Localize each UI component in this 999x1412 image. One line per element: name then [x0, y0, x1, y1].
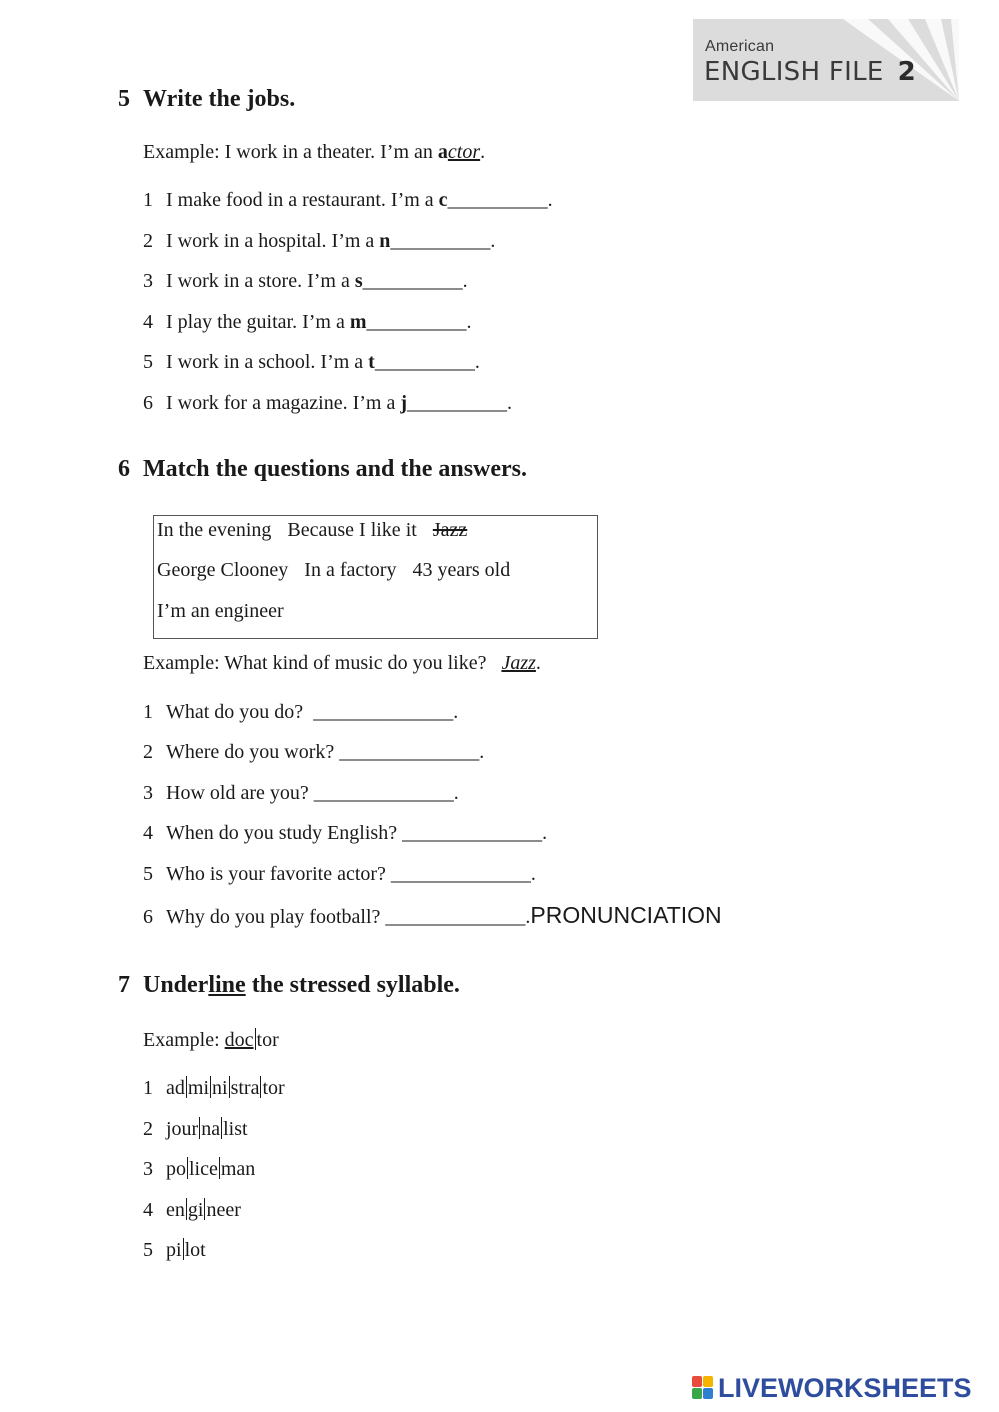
- syllable: na: [201, 1118, 221, 1140]
- syllable-item: [143, 1076, 285, 1100]
- example-text: Example:: [143, 1029, 225, 1051]
- syllable-divider: [186, 1198, 187, 1220]
- item-end: .: [547, 189, 553, 211]
- syllable: lot: [184, 1239, 206, 1261]
- logo-line-american: American: [705, 38, 775, 55]
- syllable: po: [166, 1158, 186, 1180]
- item-text: I work in a hospital. I’m a: [166, 230, 380, 252]
- syllable: mi: [187, 1077, 210, 1099]
- american-english-file-logo: [693, 19, 959, 101]
- question-text: What do you do? ______________.: [166, 701, 459, 723]
- answer-blank: __________: [374, 351, 475, 373]
- example-stressed-syllable: doc: [224, 1029, 254, 1051]
- liveworksheets-wordmark: LIVEWORKSHEETS: [718, 1373, 972, 1403]
- section-7-number: 7: [118, 972, 130, 998]
- question-text: Why do you play football? ______________.: [166, 906, 531, 928]
- question-item: [143, 902, 722, 929]
- word-box-row-3: [157, 600, 284, 623]
- example-letter: a: [437, 141, 448, 163]
- job-item: [143, 351, 480, 374]
- syllable-divider: [186, 1076, 187, 1098]
- word-box-option: Because I like it: [287, 519, 417, 541]
- syllable: gi: [187, 1199, 204, 1221]
- syllable: ad: [166, 1077, 185, 1099]
- syllable: list: [223, 1118, 248, 1140]
- answer-blank: __________: [366, 311, 467, 333]
- item-number: 1: [143, 1077, 153, 1099]
- section-7-heading: [118, 972, 460, 999]
- word-box-option: 43 years old: [412, 559, 511, 581]
- item-end: .: [507, 392, 513, 414]
- example-end: .: [480, 141, 486, 163]
- syllable-divider: [187, 1157, 188, 1179]
- example-end: .: [535, 652, 541, 674]
- section-6-number: 6: [118, 456, 130, 482]
- word-box-option: In a factory: [304, 559, 397, 581]
- question-item: [143, 863, 536, 886]
- question-text: Who is your favorite actor? ______________.: [166, 863, 536, 885]
- syllable: neer: [206, 1199, 241, 1221]
- syllable: ni: [212, 1077, 228, 1099]
- example-answer: Jazz: [501, 652, 536, 674]
- item-first-letter: c: [438, 189, 448, 211]
- job-item: [143, 311, 472, 334]
- syllable-item: [143, 1117, 248, 1141]
- question-text: How old are you? ______________.: [166, 782, 459, 804]
- syllable-divider: [255, 1028, 256, 1050]
- word-box-option: I’m an engineer: [157, 600, 284, 622]
- syllable: stra: [230, 1077, 260, 1099]
- section-6-title: Match the questions and the answers.: [143, 456, 528, 482]
- syllable: en: [166, 1199, 185, 1221]
- item-number: 5: [143, 863, 153, 885]
- item-number: 4: [143, 822, 153, 844]
- job-item: [143, 230, 495, 253]
- question-item: [143, 782, 459, 805]
- syllable-item: [143, 1198, 241, 1222]
- item-first-letter: t: [368, 351, 375, 373]
- question-text: When do you study English? ______________.: [166, 822, 548, 844]
- word-box-row-1: [157, 519, 467, 542]
- syllable: pi: [166, 1239, 182, 1261]
- item-first-letter: m: [349, 311, 367, 333]
- item-end: .: [490, 230, 496, 252]
- item-first-letter: n: [379, 230, 391, 252]
- section-5-example: [143, 141, 485, 164]
- pronunciation-heading: PRONUNCIATION: [530, 902, 722, 928]
- item-text: I work in a store. I’m a: [166, 270, 355, 292]
- item-number: 3: [143, 1158, 153, 1180]
- section-5-heading: [118, 86, 295, 113]
- item-number: 1: [143, 189, 153, 211]
- question-item: [143, 741, 484, 764]
- item-text: I work in a school. I’m a: [166, 351, 369, 373]
- syllable: jour: [166, 1118, 199, 1140]
- section-7-example: [143, 1028, 279, 1052]
- question-item: [143, 822, 547, 845]
- answer-blank: __________: [362, 270, 463, 292]
- item-end: .: [466, 311, 472, 333]
- section-6-example: [143, 652, 541, 675]
- item-text: I work for a magazine. I’m a: [166, 392, 401, 414]
- section-5-title: Write the jobs.: [143, 86, 296, 112]
- item-number: 4: [143, 1199, 153, 1221]
- item-number: 2: [143, 230, 153, 252]
- section-7-title-underlined: line: [208, 972, 246, 998]
- item-number: 5: [143, 351, 153, 373]
- item-number: 6: [143, 906, 153, 928]
- job-item: [143, 392, 512, 415]
- example-text: Example: What kind of music do you like?: [143, 652, 502, 674]
- section-5-number: 5: [118, 86, 130, 112]
- item-number: 3: [143, 782, 153, 804]
- example-answer: ctor: [447, 141, 481, 163]
- item-end: .: [474, 351, 480, 373]
- syllable-item: [143, 1157, 255, 1181]
- item-number: 3: [143, 270, 153, 292]
- syllable-divider: [229, 1076, 230, 1098]
- example-syllable: tor: [256, 1029, 279, 1051]
- item-number: 2: [143, 1118, 153, 1140]
- example-text: Example: I work in a theater. I’m an: [143, 141, 438, 163]
- answer-blank: __________: [407, 392, 508, 414]
- logo-level: 2: [897, 57, 917, 87]
- logo-title: ENGLISH FILE: [704, 57, 884, 87]
- item-text: I play the guitar. I’m a: [166, 311, 350, 333]
- logo-line-english-file: [704, 57, 916, 87]
- item-number: 1: [143, 701, 153, 723]
- item-number: 6: [143, 392, 153, 414]
- syllable: tor: [262, 1077, 285, 1099]
- job-item: [143, 189, 553, 212]
- word-box: [153, 515, 598, 639]
- question-text: Where do you work? ______________.: [166, 741, 485, 763]
- syllable-divider: [221, 1117, 222, 1139]
- syllable: man: [220, 1158, 256, 1180]
- answer-blank: __________: [390, 230, 491, 252]
- word-box-option-used: Jazz: [432, 519, 468, 541]
- section-7-title-end: the stressed syllable.: [245, 972, 460, 998]
- item-number: 2: [143, 741, 153, 763]
- item-first-letter: s: [354, 270, 363, 292]
- item-end: .: [462, 270, 468, 292]
- item-text: I make food in a restaurant. I’m a: [166, 189, 439, 211]
- section-6-heading: [118, 456, 527, 483]
- syllable-item: [143, 1238, 206, 1262]
- word-box-option: George Clooney: [157, 559, 289, 581]
- syllable: lice: [189, 1158, 218, 1180]
- item-number: 5: [143, 1239, 153, 1261]
- syllable-divider: [183, 1238, 184, 1260]
- job-item: [143, 270, 468, 293]
- answer-blank: __________: [447, 189, 548, 211]
- item-number: 4: [143, 311, 153, 333]
- word-box-option: In the evening: [157, 519, 272, 541]
- liveworksheets-logo-icon: [692, 1376, 714, 1400]
- question-item: [143, 701, 458, 724]
- section-7-title-start: Under: [143, 972, 209, 998]
- item-first-letter: j: [400, 392, 408, 414]
- syllable-divider: [219, 1157, 220, 1179]
- syllable-divider: [210, 1076, 211, 1098]
- word-box-row-2: [157, 559, 510, 582]
